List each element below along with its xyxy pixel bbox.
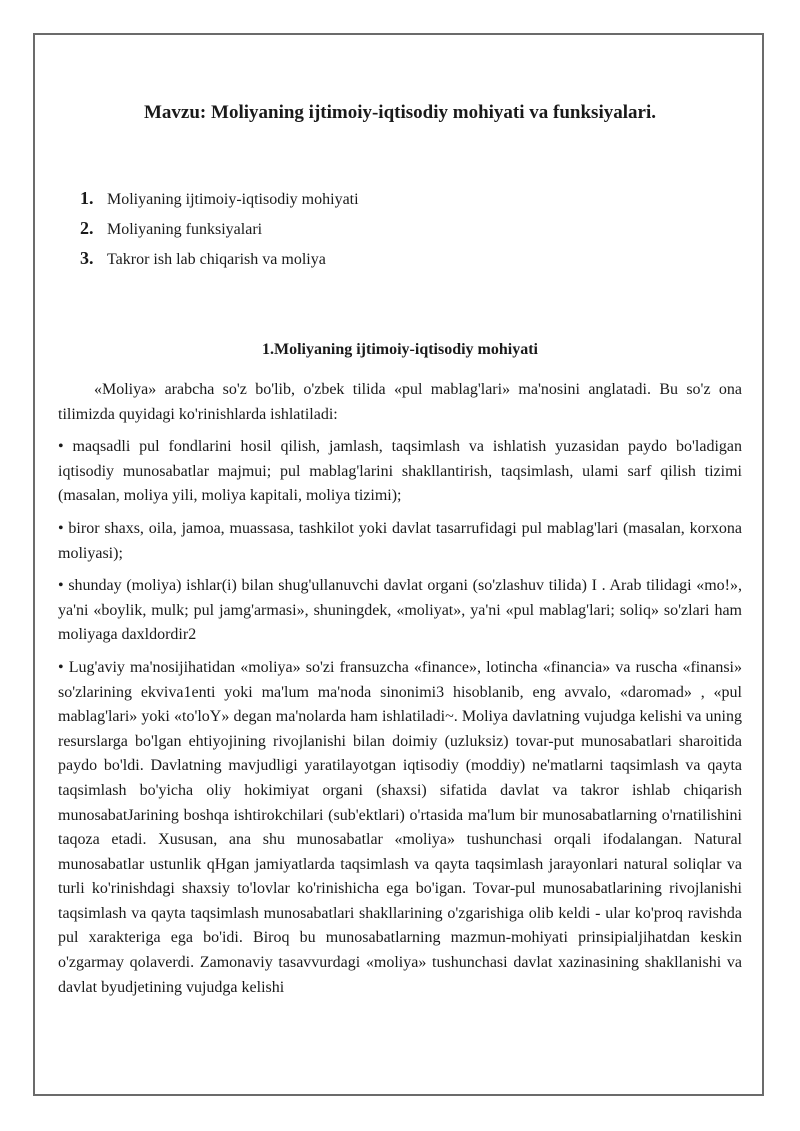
paragraph-intro: «Moliya» arabcha so'z bo'lib, o'zbek tilida «pul mablag'lari» ma'nosini anglatadi. Bu so'z ona tilimizda quyidagi ko'rinishlarda ishlatiladi: (58, 381, 742, 423)
document-title: Mavzu: Moliyaning ijtimoiy-iqtisodiy mohiyati va funksiyalari. (144, 102, 656, 123)
toc-item (80, 214, 359, 244)
toc-item-text: Moliyaning funksiyalari (107, 221, 263, 238)
body-text (58, 378, 742, 1008)
paragraph-bullet: • maqsadli pul fondlarini hosil qilish, jamlash, taqsimlash va ishlatish yuzasidan paydo bo'ladigan iqtisodiy munosabatlar majmui; pul mablag'larini shakllantirish, taqsimlash, ulami sarf qilish tizimi (masalan, moliya yili, moliya kapitali, moliya tizimi); (58, 438, 742, 505)
toc-item-number: 2. (80, 218, 94, 238)
section-heading: 1.Moliyaning ijtimoiy-iqtisodiy mohiyati (261, 341, 538, 358)
page-frame (33, 33, 764, 1096)
paragraph-bullet: • biror shaxs, oila, jamoa, muassasa, tashkilot yoki davlat tasarrufidagi pul mablag'lari (masalan, korxona moliyasi); (58, 519, 742, 562)
toc-item-number: 1. (80, 188, 94, 208)
toc-item-text: Takror ish lab chiqarish va moliya (107, 251, 326, 268)
table-of-contents (80, 184, 359, 274)
paragraph-bullet: • shunday (moliya) ishlar(i) bilan shug'ullanuvchi davlat organi (so'zlashuv tilida) I . Arab tilidagi «mo!», ya'ni «boylik, mulk; pul jamg'armasi», shuningdek, «moliyat», ya'ni «pul mablag'lari; soliq» so'zlari ham moliyaga daxldordir2 (58, 577, 742, 644)
toc-item (80, 184, 359, 214)
paragraph-bullet: • Lug'aviy ma'nosijihatidan «moliya» so'zi fransuzcha «finance», lotincha «financia» va ruscha «finansi» so'zlarining ekviva1enti yoki ma'lum ma'noda sinonimi3 hisoblanib, eng avvalo, «daromad» , «pul mablag'lari» yoki «to'loY» degan ma'nolarda ham ishlatiladi~. Moliya davlatning vujudga kelishi va uning resurslarga bo'lgan ehtiyojining rivojlanishi bilan doimiy (uzluksiz) tovar-put munosabatlari sharoitida paydo bo'ldi. Davlatning mavjudligi yaratilayotgan iqtisodiy (moddiy) ne'matlarni taqsimlash va qayta taqsimlash bo'yicha oliy hokimiyat organi (shaxsi) sifatida davlat va takror ishlab chiqarish munosabatJarining boshqa ishtirokchilari (sub'ektlari) o'rtasida ma'lum bir munosabatlarning o'rnatilishini taqoza etadi. Xususan, ana shu munosabatlar «moliya» tushunchasi orqali ifodalangan. Natural munosabatlar ustunlik qHgan jamiyatlarda taqsimlash va qayta taqsimlash jarayonlari natural soliqlar va turli ko'rinishdagi shaxsiy to'lovlar ko'rinishicha ega bo'igan. Tovar-pul munosabatlarining rivojlanishi taqsimlash va qayta taqsimlash munosabatlari shakllarining o'zgarishiga olib keldi - ular ko'proq ravishda pul xarakteriga ega bo'idi. Biroq bu munosabatlarning mazmun-mohiyati prinsipialjihatdan keskin o'zgarmay qolaverdi. Zamonaviy tasavvurdagi «moliya» tushunchasi davlat xazinasining shakllanishi va davlat byudjetining vujudga kelishi (58, 658, 742, 996)
toc-item-number: 3. (80, 248, 94, 268)
toc-item (80, 244, 359, 274)
toc-item-text: Moliyaning ijtimoiy-iqtisodiy mohiyati (107, 191, 359, 208)
